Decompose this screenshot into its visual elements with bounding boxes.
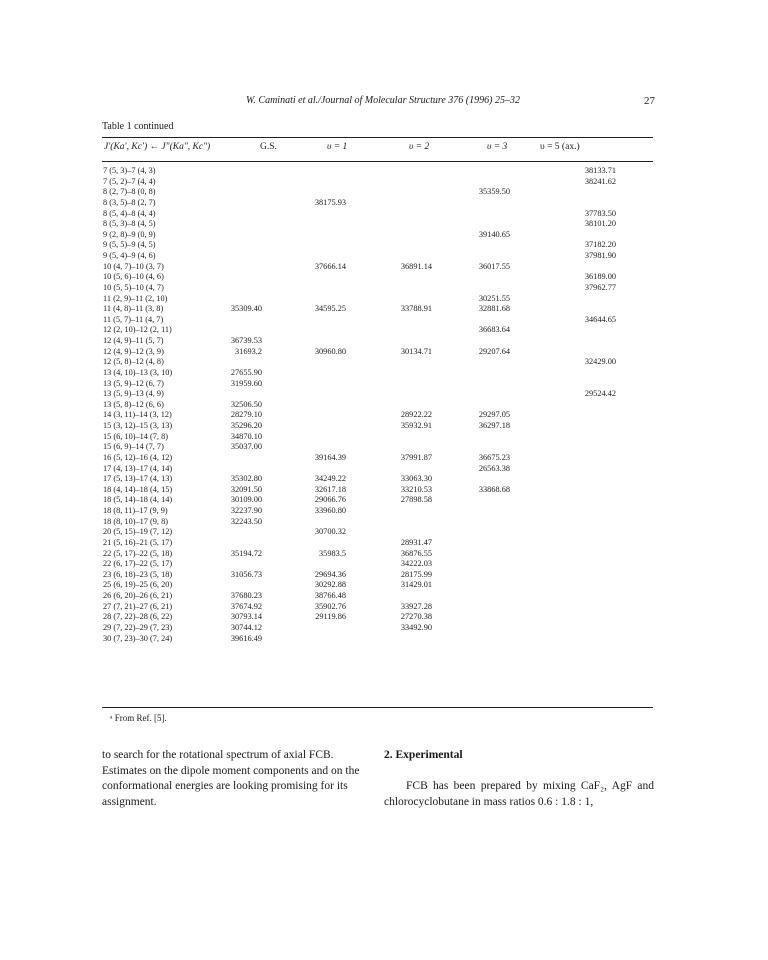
cell-v2: 28931.47 bbox=[400, 537, 432, 547]
cell-gs: 32506.50 bbox=[230, 399, 262, 409]
cell-transition: 11 (2, 9)–11 (2, 10) bbox=[103, 293, 168, 303]
cell-gs: 37680.23 bbox=[230, 591, 262, 600]
table-bottom-rule bbox=[102, 707, 653, 708]
table-row bbox=[0, 230, 768, 241]
cell-gs: 37674.92 bbox=[230, 601, 262, 611]
cell-transition: 17 (5, 13)–17 (4, 13) bbox=[103, 474, 173, 484]
cell-v5-ax: 34644.65 bbox=[584, 314, 616, 324]
table-row bbox=[0, 506, 768, 517]
cell-v1: 29694.36 bbox=[314, 569, 346, 579]
cell-v1: 32617.18 bbox=[314, 484, 346, 494]
table-row bbox=[0, 294, 768, 305]
cell-v5-ax: 38101.20 bbox=[584, 219, 616, 229]
cell-v1: 34249.22 bbox=[314, 474, 346, 484]
cell-gs: 31056.73 bbox=[230, 569, 262, 579]
header-v1: υ = 1 bbox=[327, 142, 348, 152]
cell-v1: 30960.80 bbox=[314, 346, 346, 356]
table-row bbox=[0, 240, 768, 251]
cell-gs: 35302.80 bbox=[230, 474, 262, 484]
cell-transition: 10 (5, 5)–10 (4, 7) bbox=[103, 282, 164, 292]
table-row bbox=[0, 591, 768, 602]
table-row bbox=[0, 166, 768, 177]
cell-transition: 10 (4, 7)–10 (3, 7) bbox=[103, 261, 164, 271]
cell-transition: 7 (5, 2)–7 (4, 4) bbox=[103, 176, 156, 186]
table-row bbox=[0, 368, 768, 379]
cell-transition: 27 (7, 21)–27 (6, 21) bbox=[103, 601, 173, 611]
header-v3: υ = 3 bbox=[487, 142, 508, 152]
table-row bbox=[0, 495, 768, 506]
cell-v2: 34222.03 bbox=[400, 559, 432, 569]
cell-gs: 35037.00 bbox=[230, 442, 262, 452]
table-row bbox=[0, 325, 768, 336]
cell-transition: 14 (3, 11)–14 (3, 12) bbox=[103, 410, 172, 420]
cell-v3: 36675.23 bbox=[478, 452, 510, 462]
cell-v5-ax: 32429.00 bbox=[584, 357, 616, 367]
table-row bbox=[0, 570, 768, 581]
table-row bbox=[0, 559, 768, 570]
cell-v3: 30251.55 bbox=[478, 293, 510, 303]
cell-transition: 17 (4, 13)–17 (4, 14) bbox=[103, 463, 173, 473]
cell-v5-ax: 38241.62 bbox=[584, 176, 616, 186]
cell-v1: 29066.76 bbox=[314, 495, 346, 505]
cell-gs: 27655.90 bbox=[230, 367, 262, 377]
cell-v2: 30134.71 bbox=[400, 346, 432, 356]
cell-v2: 27270.38 bbox=[400, 612, 432, 622]
cell-v2: 33927.28 bbox=[400, 601, 432, 611]
table-row bbox=[0, 315, 768, 326]
cell-transition: 25 (6, 19)–25 (6, 20) bbox=[103, 580, 173, 590]
cell-v5-ax: 38133.71 bbox=[584, 166, 616, 175]
cell-gs: 30793.14 bbox=[230, 612, 262, 622]
cell-gs: 36739.53 bbox=[230, 336, 262, 345]
table-row bbox=[0, 347, 768, 358]
cell-v1: 33960.80 bbox=[314, 506, 346, 515]
cell-gs: 31959.60 bbox=[230, 378, 262, 388]
table-row bbox=[0, 209, 768, 220]
cell-v2: 33210.53 bbox=[400, 484, 432, 494]
table-header bbox=[0, 142, 768, 158]
cell-v5-ax: 36189.00 bbox=[584, 272, 616, 282]
table-row bbox=[0, 634, 768, 645]
cell-gs: 35309.40 bbox=[230, 304, 262, 314]
table-header-rule bbox=[102, 161, 653, 162]
cell-transition: 13 (5, 9)–12 (6, 7) bbox=[103, 378, 164, 388]
cell-v2: 37991.87 bbox=[400, 452, 432, 462]
cell-gs: 32243.50 bbox=[230, 516, 262, 526]
table-row bbox=[0, 464, 768, 475]
cell-v2: 28922.22 bbox=[400, 410, 432, 420]
table-row bbox=[0, 453, 768, 464]
cell-transition: 7 (5, 3)–7 (4, 3) bbox=[103, 166, 156, 175]
cell-v2: 31429.01 bbox=[400, 580, 432, 590]
cell-transition: 22 (6, 17)–22 (5, 17) bbox=[103, 559, 173, 569]
table-row bbox=[0, 602, 768, 613]
table-row bbox=[0, 474, 768, 485]
cell-gs: 31693.2 bbox=[235, 346, 262, 356]
cell-v1: 30700.32 bbox=[314, 527, 346, 537]
table-row bbox=[0, 177, 768, 188]
cell-gs: 35296.20 bbox=[230, 421, 262, 430]
cell-v3: 36683.64 bbox=[478, 325, 510, 335]
cell-v3: 35359.50 bbox=[478, 187, 510, 197]
table-row bbox=[0, 580, 768, 591]
right-column-text: FCB has been prepared by mixing CaF₂, AgF and chlorocyclobutane in mass ratios 0.6 : 1.8 : 1, bbox=[384, 780, 654, 808]
cell-transition: 18 (4, 14)–18 (4, 15) bbox=[103, 484, 173, 494]
left-column bbox=[102, 748, 362, 810]
cell-v1: 34595.25 bbox=[314, 304, 346, 314]
table-row bbox=[0, 517, 768, 528]
cell-transition: 15 (6, 9)–14 (7, 7) bbox=[103, 442, 164, 452]
cell-gs: 34870.10 bbox=[230, 431, 262, 441]
cell-gs: 32091.50 bbox=[230, 484, 262, 494]
cell-transition: 16 (5, 12)–16 (4, 12) bbox=[103, 452, 173, 462]
right-column bbox=[384, 748, 654, 810]
cell-v5-ax: 37182.20 bbox=[584, 240, 616, 250]
cell-transition: 9 (5, 5)–9 (4, 5) bbox=[103, 240, 156, 250]
cell-transition: 15 (6, 10)–14 (7, 8) bbox=[103, 431, 168, 441]
cell-v1: 39164.39 bbox=[314, 452, 346, 462]
table-row bbox=[0, 357, 768, 368]
cell-v1: 37666.14 bbox=[314, 261, 346, 271]
table-row bbox=[0, 219, 768, 230]
cell-v3: 29207.64 bbox=[478, 346, 510, 356]
cell-v3: 32881.68 bbox=[478, 304, 510, 314]
cell-v2: 33788.91 bbox=[400, 304, 432, 314]
cell-transition: 9 (2, 8)–9 (0, 9) bbox=[103, 229, 156, 239]
cell-v2: 36876.55 bbox=[400, 548, 432, 558]
table-caption: Table 1 continued bbox=[102, 121, 174, 132]
cell-v2: 33492.90 bbox=[400, 622, 432, 632]
cell-v5-ax: 37783.50 bbox=[584, 208, 616, 218]
table-row bbox=[0, 336, 768, 347]
cell-transition: 11 (5, 7)–11 (4, 7) bbox=[103, 314, 164, 324]
cell-v5-ax: 37981.90 bbox=[584, 251, 616, 260]
table-row bbox=[0, 262, 768, 273]
cell-gs: 28279.10 bbox=[230, 410, 262, 420]
table-row bbox=[0, 379, 768, 390]
table-row bbox=[0, 421, 768, 432]
cell-transition: 18 (8, 11)–17 (9, 9) bbox=[103, 506, 168, 515]
cell-transition: 15 (3, 12)–15 (3, 13) bbox=[103, 421, 173, 430]
cell-gs: 30109.00 bbox=[230, 495, 262, 505]
table-row bbox=[0, 527, 768, 538]
header-transition: J′(Ka′, Kc′) ← J″(Ka″, Kc″) bbox=[104, 142, 211, 152]
cell-transition: 12 (4, 9)–12 (3, 9) bbox=[103, 346, 164, 356]
table-row bbox=[0, 283, 768, 294]
cell-transition: 21 (5, 16)–21 (5, 17) bbox=[103, 537, 173, 547]
cell-transition: 28 (7, 22)–28 (6, 22) bbox=[103, 612, 173, 622]
cell-v1: 35983.5 bbox=[319, 548, 346, 558]
table-body bbox=[0, 166, 768, 644]
table-row bbox=[0, 400, 768, 411]
cell-v2: 28175.99 bbox=[400, 569, 432, 579]
cell-v3: 36017.55 bbox=[478, 261, 510, 271]
table-row bbox=[0, 272, 768, 283]
cell-transition: 8 (5, 4)–8 (4, 4) bbox=[103, 208, 156, 218]
cell-transition: 8 (2, 7)–8 (0, 8) bbox=[103, 187, 156, 197]
cell-v1: 35902.76 bbox=[314, 601, 346, 611]
table-row bbox=[0, 410, 768, 421]
table-row bbox=[0, 442, 768, 453]
cell-v1: 38175.93 bbox=[314, 197, 346, 207]
section-heading: 2. Experimental bbox=[384, 749, 463, 761]
cell-v3: 26563.38 bbox=[478, 463, 510, 473]
table-row bbox=[0, 485, 768, 496]
cell-v3: 39140.65 bbox=[478, 229, 510, 239]
cell-transition: 8 (3, 5)–8 (2, 7) bbox=[103, 197, 156, 207]
cell-v2: 36891.14 bbox=[400, 261, 432, 271]
cell-transition: 20 (5, 15)–19 (7, 12) bbox=[103, 527, 173, 537]
cell-transition: 13 (4, 10)–13 (3, 10) bbox=[103, 367, 173, 377]
table-row bbox=[0, 187, 768, 198]
table-footnote: ᵃ From Ref. [5]. bbox=[110, 713, 167, 723]
cell-transition: 12 (4, 9)–11 (5, 7) bbox=[103, 336, 164, 345]
cell-gs: 39616.49 bbox=[230, 633, 262, 643]
cell-v1: 29119.86 bbox=[315, 612, 346, 622]
cell-v2: 33063.30 bbox=[400, 474, 432, 484]
cell-transition: 29 (7, 22)–29 (7, 23) bbox=[103, 622, 173, 632]
left-column-text: to search for the rotational spectrum of axial FCB. Estimates on the dipole moment components and on the conformational energies are looking promising for its assignment. bbox=[102, 749, 360, 808]
cell-transition: 12 (5, 8)–12 (4, 8) bbox=[103, 357, 164, 367]
header-gs: G.S. bbox=[260, 142, 277, 152]
running-head-title: W. Caminati et al./Journal of Molecular Structure 376 (1996) 25–32 bbox=[246, 95, 520, 106]
cell-v3: 33868.68 bbox=[478, 484, 510, 494]
table-row bbox=[0, 549, 768, 560]
table-top-rule bbox=[102, 137, 653, 138]
table-row bbox=[0, 198, 768, 209]
table-row bbox=[0, 612, 768, 623]
cell-transition: 18 (8, 10)–17 (9, 8) bbox=[103, 516, 168, 526]
cell-transition: 26 (6, 20)–26 (6, 21) bbox=[103, 591, 173, 600]
cell-v1: 30292.88 bbox=[314, 580, 346, 590]
cell-v1: 38766.48 bbox=[314, 591, 346, 600]
header-v5-ax: υ = 5 (ax.) bbox=[540, 142, 580, 152]
header-v2: υ = 2 bbox=[409, 142, 430, 152]
table-row bbox=[0, 623, 768, 634]
cell-transition: 13 (5, 8)–12 (6, 6) bbox=[103, 399, 164, 409]
cell-v3: 29297.05 bbox=[478, 410, 510, 420]
cell-v2: 35932.91 bbox=[400, 421, 432, 430]
cell-v5-ax: 29524.42 bbox=[584, 389, 616, 399]
cell-transition: 8 (5, 3)–8 (4, 5) bbox=[103, 219, 156, 229]
table-row bbox=[0, 251, 768, 262]
cell-gs: 35194.72 bbox=[230, 548, 262, 558]
table-row bbox=[0, 432, 768, 443]
cell-gs: 30744.12 bbox=[230, 622, 262, 632]
table-row bbox=[0, 538, 768, 549]
cell-transition: 13 (5, 9)–13 (4, 9) bbox=[103, 389, 164, 399]
page-number: 27 bbox=[644, 95, 655, 107]
cell-v2: 27898.58 bbox=[400, 495, 432, 505]
cell-transition: 10 (5, 6)–10 (4, 6) bbox=[103, 272, 164, 282]
cell-transition: 12 (2, 10)–12 (2, 11) bbox=[103, 325, 172, 335]
cell-transition: 11 (4, 8)–11 (3, 8) bbox=[103, 304, 164, 314]
cell-transition: 9 (5, 4)–9 (4, 6) bbox=[103, 251, 156, 260]
cell-transition: 18 (5, 14)–18 (4, 14) bbox=[103, 495, 173, 505]
table-row bbox=[0, 389, 768, 400]
cell-v3: 36297.18 bbox=[478, 421, 510, 430]
cell-transition: 22 (5, 17)–22 (5, 18) bbox=[103, 548, 173, 558]
cell-transition: 30 (7, 23)–30 (7, 24) bbox=[103, 633, 173, 643]
cell-v5-ax: 37962.77 bbox=[584, 282, 616, 292]
cell-gs: 32237.90 bbox=[230, 506, 262, 515]
cell-transition: 23 (6, 18)–23 (5, 18) bbox=[103, 569, 173, 579]
table-row bbox=[0, 304, 768, 315]
